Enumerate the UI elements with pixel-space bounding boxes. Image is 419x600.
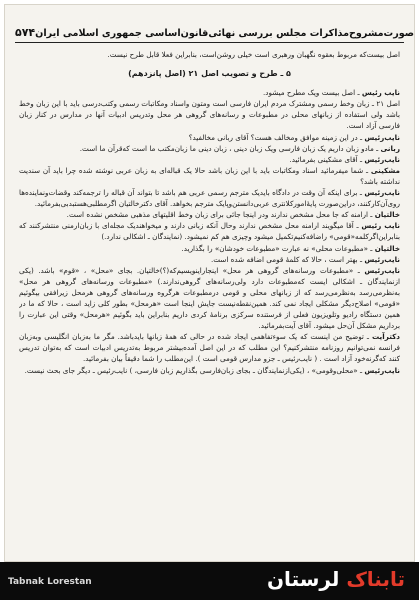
transcript-paragraph	[19, 254, 400, 265]
speaker-name: نایب‌رئیس	[364, 188, 400, 198]
transcript-paragraphs	[19, 87, 400, 375]
speaker-name: خالتیان	[374, 243, 400, 253]
transcript-paragraph	[19, 143, 400, 154]
speaker-name: نایب‌رئیس	[364, 365, 400, 375]
brand-logo-part2: لرستان	[266, 567, 347, 591]
speaker-name: نایب‌رئیس	[364, 132, 400, 142]
running-header	[15, 13, 415, 43]
transcript-paragraph	[19, 243, 400, 254]
paragraph-text: ـ شما میفرمائید اسناد ومکاتبات باید با این زبان باشد حالا یک قباله‌ای به زبان عربی نوشته شده چرا باید آن سندیت نداشته باشد؟	[19, 165, 400, 186]
paragraph-text: ـ در این زمینه موافق ومخالف هست؟ آقای ربانی مخالفید؟	[188, 132, 363, 142]
transcript-paragraph	[19, 187, 400, 209]
paragraph-text: ـ بهتر است ، حالا که کلمهٔ قومی اضافه شده است.	[210, 254, 363, 264]
paragraph-text: ـ مادو زبان داریم یک زبان فارسی ویک زبان دینی ، زبان دینی ما زبان‌مکتب ما است که‌قرآن ما است.	[79, 143, 379, 153]
paragraph-text: ـ اصل بیست ویک مطرح میشود.	[262, 88, 360, 98]
speaker-name: نایب‌رئیس	[364, 154, 400, 164]
speaker-name: دکترآیت	[371, 332, 400, 342]
transcript-paragraph	[19, 165, 400, 187]
intro-paragraph: اصل بیست‌که مربوط بعقوه نگهبان ورهبری است خیلی روشن‌است، بنابراین فعلا قابل طرح نیست.	[107, 50, 400, 59]
page-number: ۵۷۴	[15, 26, 36, 39]
transcript-paragraph	[19, 154, 400, 165]
paragraph-text: ـ «مطبوعات محلی» نه عبارت «مطبوعات خودشان» را بگذارید.	[181, 243, 373, 253]
paragraph-text: ـ «محلی‌وقومی» ، (یکی‌ازنمایندگان ـ بجای زبان‌فارسی بگذاریم زبان فارسی، ) نایب‌رئیس ـ دیگر جای بحث نیست.	[24, 365, 363, 375]
transcript-paragraph	[19, 98, 400, 131]
paragraph-text: ـ توضیح من اینست که یک سوءتفاهمی ایجاد شده در حالی که همهٔ زبانها بایدباشد. مگر ما به‌زبان انگلیسی وبه‌زبان فرانسه نمی‌توانیم روزنامه منتشرکنیم؟ این مطلب که در این اصل آمده‌بیشتر مربوط به‌تدریس ادبیات است که به‌توان تدریس کنند که‌گرنه‌خود آزاد است . ( نایب‌رئیس ـ جزو مدارس قومی است ). این‌مطلب را شما دقیقاً بیان بفرمائید.	[19, 332, 400, 364]
transcript-paragraph	[19, 209, 400, 220]
brand-logo-part1: تابناک	[346, 567, 405, 591]
paragraph-text: ـ «مطبوعات ورسانه‌های گروهی هر محل» اینجاراینویسیم‌که‌(؟)خالتیان. بجای «محل» ، «قوم» باشد. (یکی ازنمایندگان ـ اشکالی ایست که‌مطبوعات دارد ولی‌رسانه‌های گروهی‌ندارند.) «مطبوعات ورسانه‌های گروهی هر محل» به‌نظرمی‌رسد به‌نظرمی‌رسد که از زبانهای محلی و قومی درمطبوعات هرگروه ورسانه‌های گروهی هرمحل زیرافقی بیگوئیم «قومی» اصلاح‌دیگر مشکلی ایجاد نمی کند. همین‌نقطه‌نیست جایش اینجا است «هرمحل» بطور کلی زاید است ، حالا که ما در همین دستگاه رادیو وتلویزیون فعلی از فرستنده سرکزی برنامهٔ کردی داریم بنابراین باید بگوئیم «هرمحل» وقتی این عبارت را برداریم مشکل آن‌حل میشود. آقای آیت‌بفرمائید.	[19, 265, 400, 331]
speaker-name: نایب‌رئیس	[364, 265, 400, 275]
transcript-paragraph	[19, 331, 400, 364]
section-heading: ۵ ـ طرح و تصویب اصل ۲۱ (اصل پانزدهم)	[128, 69, 291, 79]
paragraph-text: ـ ارامنه که جا محل مشخص ندارند ودر اینجا جائی برای زبان وخط اقلیتهای مذهبی مشخص نشده است.	[66, 210, 373, 220]
brand-name-latin: Tabnak Lorestan	[8, 577, 92, 587]
paragraph-text: ـ آقای مشکینی بفرمائید.	[289, 154, 363, 164]
brand-logo-text	[267, 567, 405, 591]
paragraph-text: ـ برای اینکه آن وقت در دادگاه بایدیک مترجم رسمی عربی هم باشد تا بتواند آن قباله را ترجمه‌کند وقضات‌ونماینده‌ها روی‌آن‌کارکنند، دراین‌صورت‌ پایهٔ‌امور‌کلانتری عربی‌دانستن‌وپایک مترجم بخواهد. آقای دکترخالتیان اگرمطلبی‌هستبدبی‌بفرمائید.	[19, 188, 400, 209]
transcript-paragraph	[19, 132, 400, 143]
transcript-paragraph	[19, 365, 400, 376]
transcript-paragraph	[19, 220, 400, 242]
running-title: صورت‌مشروح‌مذاکرات مجلس بررسی نهائی‌قانون‌اساسی جمهوری اسلامی ایران	[35, 28, 415, 39]
speaker-name: نایب رئیس	[361, 88, 400, 98]
watermark-footer	[0, 562, 419, 600]
speaker-name: خالتیان	[374, 210, 400, 220]
speaker-name: ربانی	[380, 143, 400, 153]
scanned-document-page	[4, 4, 415, 562]
speaker-name: مشکینی	[370, 165, 400, 175]
paragraph-text: ـ آقا میگویند ارامنه محل مشخص ندارند وحال آنکه زبانی دارند و میخواهندیک مجله‌ای با زبان‌ارمنی منتشرکنند که بنابراین‌اگرکلمه‌«قومی» راضافه‌کنیم‌تکمیل میشود وچیزی هم کم نمیشود. (نمایندگان ـ اشکالی ندارد.)	[19, 221, 400, 242]
paragraph-text: اصل ۲۱ ـ زبان وخط رسمی ومشترک مردم ایران فارسی است ومتون واسناد ومکاتبات رسمی وکتب‌درسی باید با این زبان وخط باشد ولی استفاده از زبانهای محلی در مطبوعات و رسانه‌های گروهی هر محل وتدریس ادبیات آنها در مدارس در کنار زبان فارسی آزاد است.	[19, 99, 400, 131]
transcript-paragraph	[19, 265, 400, 332]
speaker-name: نایب رئیس	[361, 221, 400, 231]
speaker-name: نایب‌رئیس	[364, 254, 400, 264]
transcript-paragraph	[19, 87, 400, 98]
document-body	[19, 49, 400, 557]
